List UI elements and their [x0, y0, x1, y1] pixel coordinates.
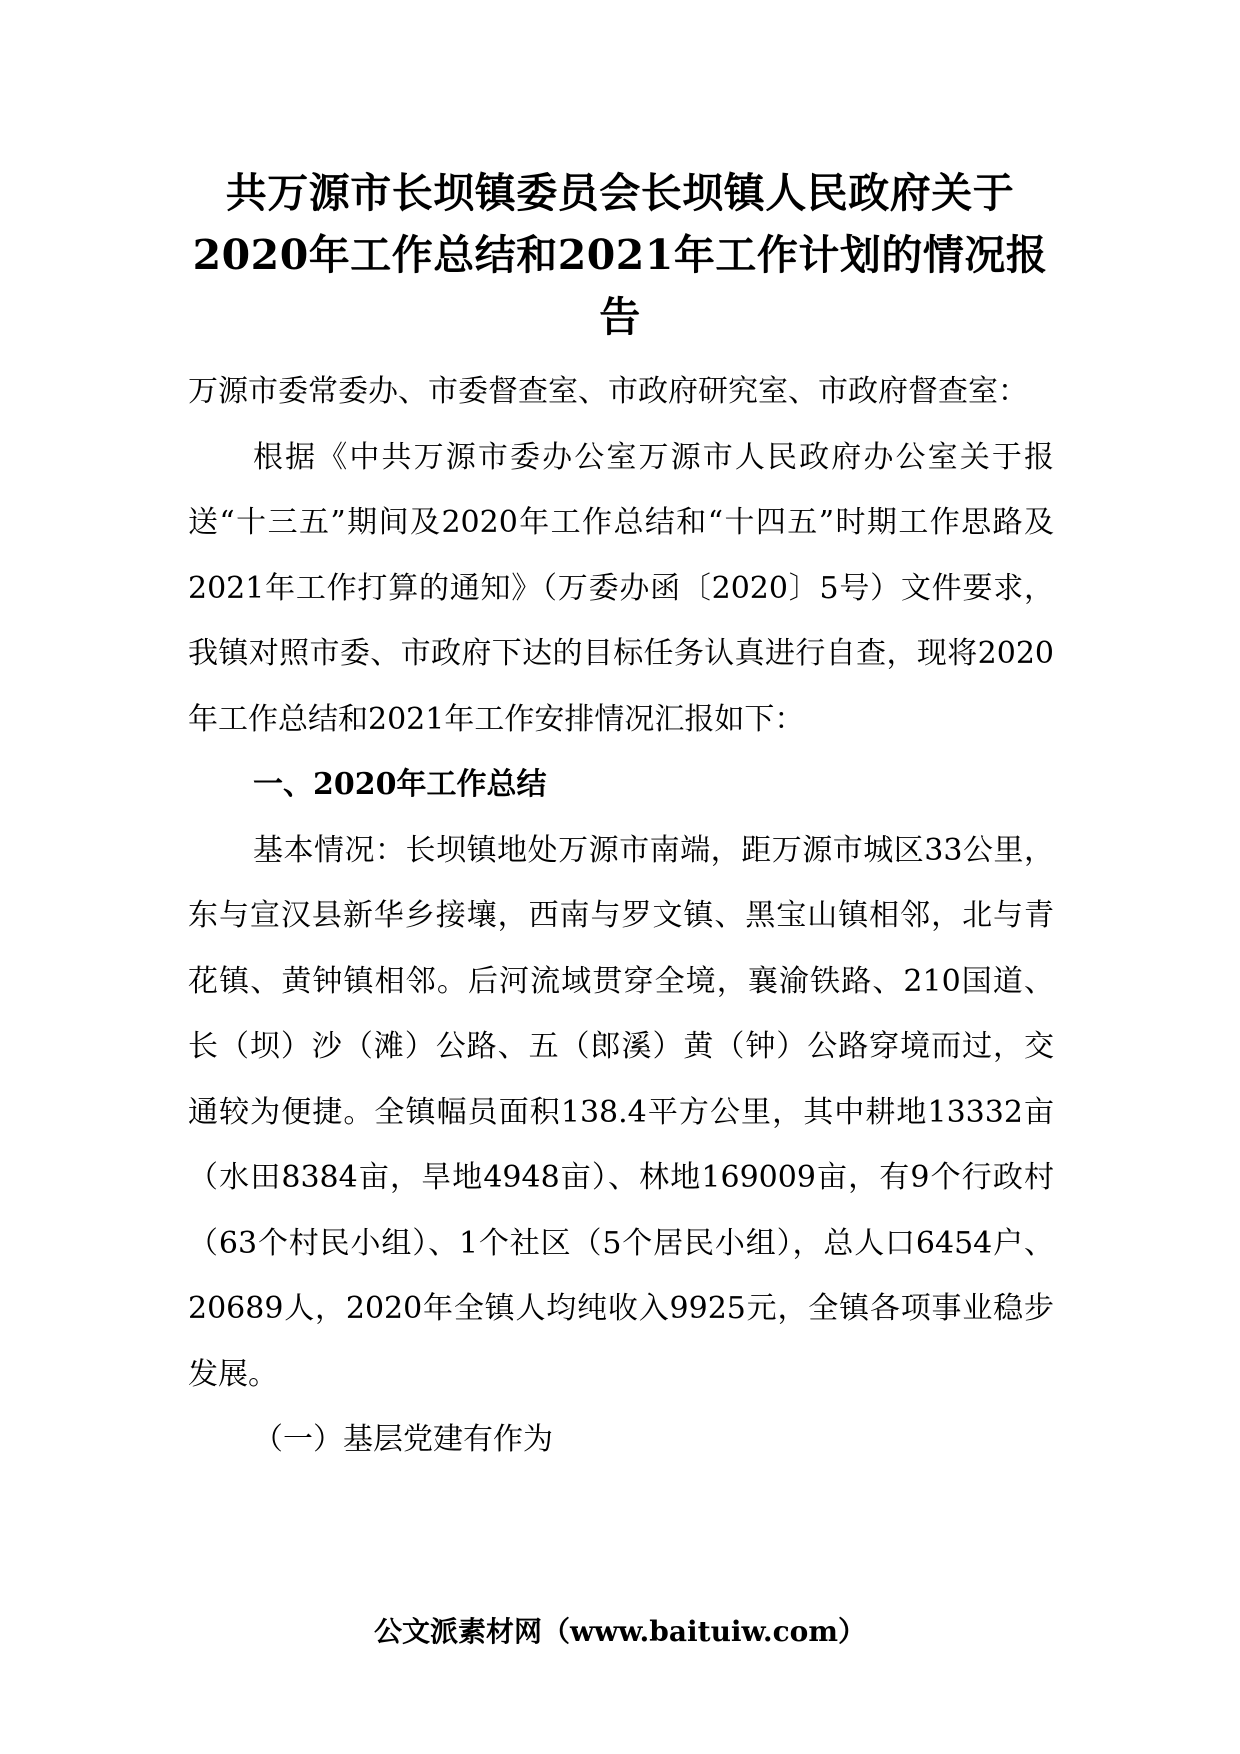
subsection-heading: （一）基层党建有作为	[253, 1422, 553, 1457]
document-title: 共万源市长坝镇委员会长坝镇人民政府关于2020年工作总结和2021年工作计划的情况报告	[192, 169, 1048, 341]
basic-situation-paragraph: 基本情况：长坝镇地处万源市南端，距万源市城区33公里，东与宣汉县新华乡接壤，西南与罗文镇、黑宝山镇相邻，北与青花镇、黄钟镇相邻。后河流域贯穿全境，襄渝铁路、210国道、长（坝）沙（滩）公路、五（郎溪）黄（钟）公路穿境而过，交通较为便捷。全镇幅员面积138.4平方公里，其中耕地13332亩（水田8384亩，旱地4948亩）、林地169009亩，有9个行政村（63个村民小组）、1个社区（5个居民小组），总人口6454户、20689人，2020年全镇人均纯收入9925元，全镇各项事业稳步发展。	[188, 832, 1054, 1392]
section-heading: 一、2020年工作总结	[253, 767, 547, 802]
document-body	[188, 359, 1054, 1473]
footer-watermark: 公文派素材网（www.baituiw.com）	[374, 1615, 866, 1648]
opening-paragraph: 根据《中共万源市委办公室万源市人民政府办公室关于报送“十三五”期间及2020年工作总结和“十四五”时期工作思路及2021年工作打算的通知》（万委办函〔2020〕5号）文件要求，我镇对照市委、市政府下达的目标任务认真进行自查，现将2020年工作总结和2021年工作安排情况汇报如下：	[188, 439, 1054, 737]
addressee-line: 万源市委常委办、市委督查室、市政府研究室、市政府督查室：	[188, 374, 1028, 409]
